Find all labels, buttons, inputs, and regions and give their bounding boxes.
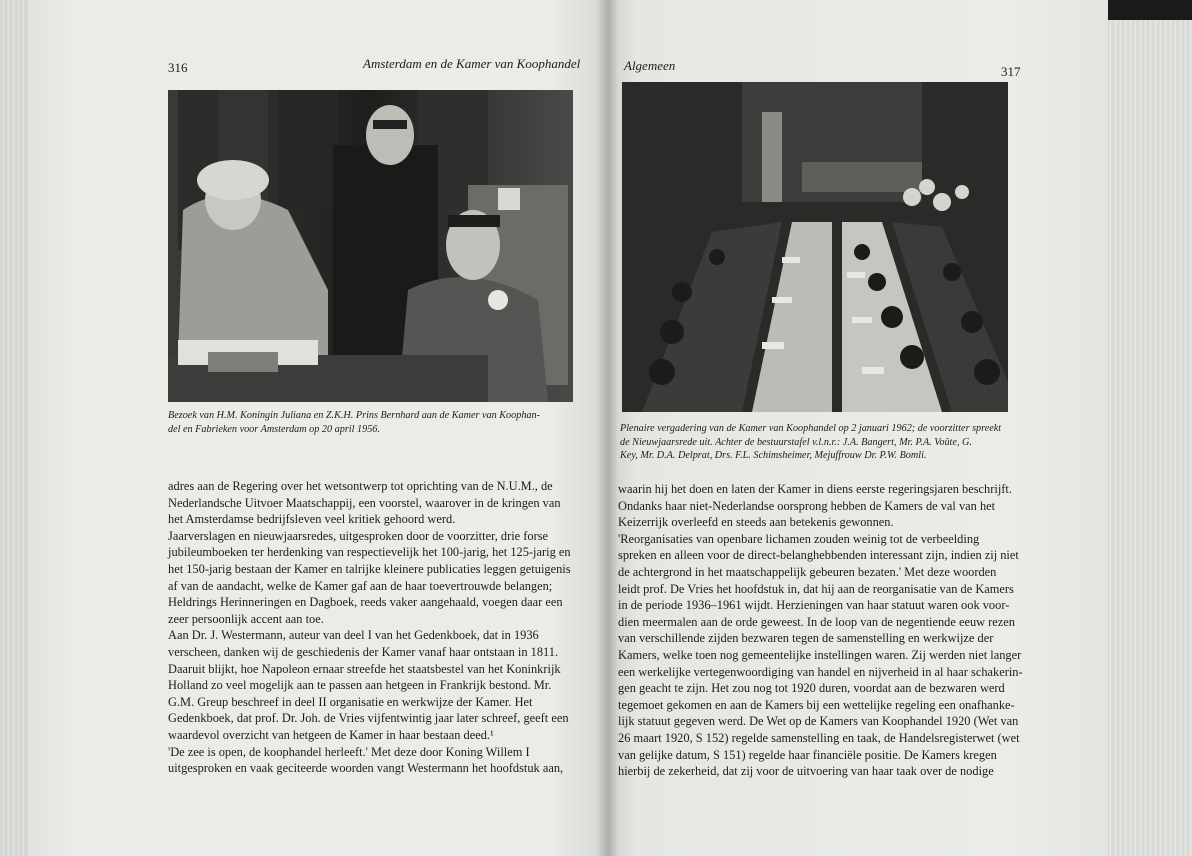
- text-line: 26 maart 1920, S 152) regelde samenstelling en taak, de Handelsregisterwet (wet: [618, 730, 1020, 745]
- text-line: Daaruit blijkt, hoe Napoleon ernaar streefde het staatsbestel van het Koninkrijk: [168, 661, 561, 676]
- photo-plenaire-vergadering: [622, 82, 1008, 412]
- photo-plenaire-vergadering-image: [622, 82, 1008, 412]
- text-line: het Amsterdamse bedrijfsleven veel kritiek gehoord werd.: [168, 512, 456, 527]
- caption-line: del en Fabrieken voor Amsterdam op 20 april 1956.: [168, 423, 380, 435]
- text-line: gen geacht te zijn. Het zou nog tot 1920 duren, voordat aan de bezwaren werd: [618, 681, 1005, 696]
- text-line: Aan Dr. J. Westermann, auteur van deel I van het Gedenkboek, dat in 1936: [168, 628, 539, 643]
- text-line: lijk statuut gegeven werd. De Wet op de Kamers van Koophandel 1920 (Wet van: [618, 714, 1019, 729]
- photo-juliana-bernhard-image: [168, 90, 573, 402]
- right-page-number: 317: [1001, 64, 1021, 79]
- text-line: leidt prof. De Vries het hoofdstuk in, dat hij aan de reorganisatie van de Kamers: [618, 581, 1014, 596]
- text-line: Jaarverslagen en nieuwjaarsredes, uitgesproken door de voorzitter, drie forse: [168, 528, 549, 543]
- left-page-number: 316: [168, 60, 188, 75]
- text-line: 'Reorganisaties van openbare lichamen zouden weinig tot de verbeelding: [618, 531, 980, 546]
- right-photo-caption: [620, 422, 1001, 463]
- left-body-text: [168, 478, 580, 777]
- text-line: af van de aandacht, welke de Kamer gaf aan de haar toevertrouwde belangen;: [168, 578, 553, 593]
- right-running-head: Algemeen: [624, 58, 676, 73]
- text-line: adres aan de Regering over het wetsontwerp tot oprichting van de N.U.M., de: [168, 479, 553, 493]
- page-stack-right: [1102, 20, 1192, 856]
- text-line: waardevol overzicht van hetgeen de Kamer in haar bestaan deed.¹: [168, 727, 494, 742]
- text-line: een werkelijke vertegenwoordiging van handel en nijverheid in al haar schakerin-: [618, 664, 1023, 679]
- text-line: hierbij de zekerheid, dat zij voor de uitvoering van haar taak over de nodige: [618, 764, 994, 779]
- text-line: jubileumboeken ter herdenking van respectievelijk het 100-jarig, het 125-jarig en: [168, 545, 571, 560]
- text-line: Nederlandsche Uitvoer Maatschappij, een voorstel, waarover in de kringen van: [168, 495, 561, 510]
- book-gutter: [596, 0, 618, 856]
- right-body-text: [618, 481, 1023, 780]
- text-line: zeer persoonlijk accent aan toe.: [168, 611, 324, 626]
- caption-line: Key, Mr. D.A. Delprat, Drs. F.L. Schimsheimer, Mejuffrouw Dr. P.W. Bomli.: [620, 450, 927, 461]
- photo-juliana-bernhard: [168, 90, 573, 402]
- text-line: Gedenkboek, dat prof. Dr. Joh. de Vries vijfentwintig jaar later schreef, geeft een: [168, 711, 569, 726]
- text-line: Holland zo veel mogelijk aan te passen aan hetgeen in Frankrijk bestond. Mr.: [168, 678, 552, 693]
- text-line: Keizerrijk overleefd en steeds aan betekenis gewonnen.: [618, 515, 894, 530]
- text-line: het 150-jarig bestaan der Kamer en talrijke kleinere publicaties leggen getuigenis: [168, 561, 571, 576]
- text-line: Heldrings Herinneringen en Dagboek, reeds vaker aangehaald, voegen daar een: [168, 595, 563, 610]
- text-line: uitgesproken en vaak geciteerde woorden vangt Westermann het hoofdstuk aan,: [168, 761, 564, 776]
- text-line: verscheen, danken wij de geschiedenis der Kamer vanaf haar ontstaan in 1811.: [168, 644, 559, 659]
- text-line: van gelijke datum, S 151) regelde haar financiële positie. De Kamers kregen: [618, 747, 997, 762]
- text-line: spreken en alleen voor de direct-belanghebbenden interessant zijn, indien zij niet: [618, 548, 1019, 563]
- caption-line: Bezoek van H.M. Koningin Juliana en Z.K.H. Prins Bernhard aan de Kamer van Koophan-: [168, 410, 540, 421]
- caption-line: Plenaire vergadering van de Kamer van Koophandel op 2 januari 1962; de voorzitter spreekt: [620, 423, 1002, 434]
- caption-line: de Nieuwjaarsrede uit. Achter de bestuurstafel v.l.n.r.: J.A. Bangert, Mr. P.A. Voûte, G.: [620, 436, 972, 448]
- text-line: van verschillende zijden bezwaren tegen de samenstelling en werkwijze der: [618, 631, 994, 646]
- left-running-head: Amsterdam en de Kamer van Koophandel: [363, 56, 581, 71]
- text-line: waarin hij het doen en laten der Kamer in diens eerste regeringsjaren beschrijft.: [618, 482, 1012, 496]
- text-line: Ondanks haar niet-Nederlandse oorsprong hebben de Kamers de val van het: [618, 498, 996, 513]
- text-line: G.M. Greup beschreef in deel II organisatie en werkwijze der Kamer. Het: [168, 694, 533, 709]
- left-photo-caption: [168, 409, 540, 436]
- text-line: de achtergrond in het maatschappelijk gebeuren bezaten.' Met deze woorden: [618, 564, 997, 579]
- text-line: Kamers, welke toen nog gemeentelijke instellingen waren. Zij werden niet langer: [618, 647, 1022, 662]
- text-line: tegemoet gekomen en aan de Kamers bij een wettelijke regeling een onafhanke-: [618, 697, 1015, 712]
- text-line: dien meermalen aan de orde geweest. In de loop van de negentiende eeuw rezen: [618, 614, 1016, 629]
- text-line: in de periode 1936–1961 wijdt. Herzieningen van haar statuut waren ook voor-: [618, 598, 1010, 613]
- text-line: 'De zee is open, de koophandel herleeft.' Met deze door Koning Willem I: [168, 744, 530, 759]
